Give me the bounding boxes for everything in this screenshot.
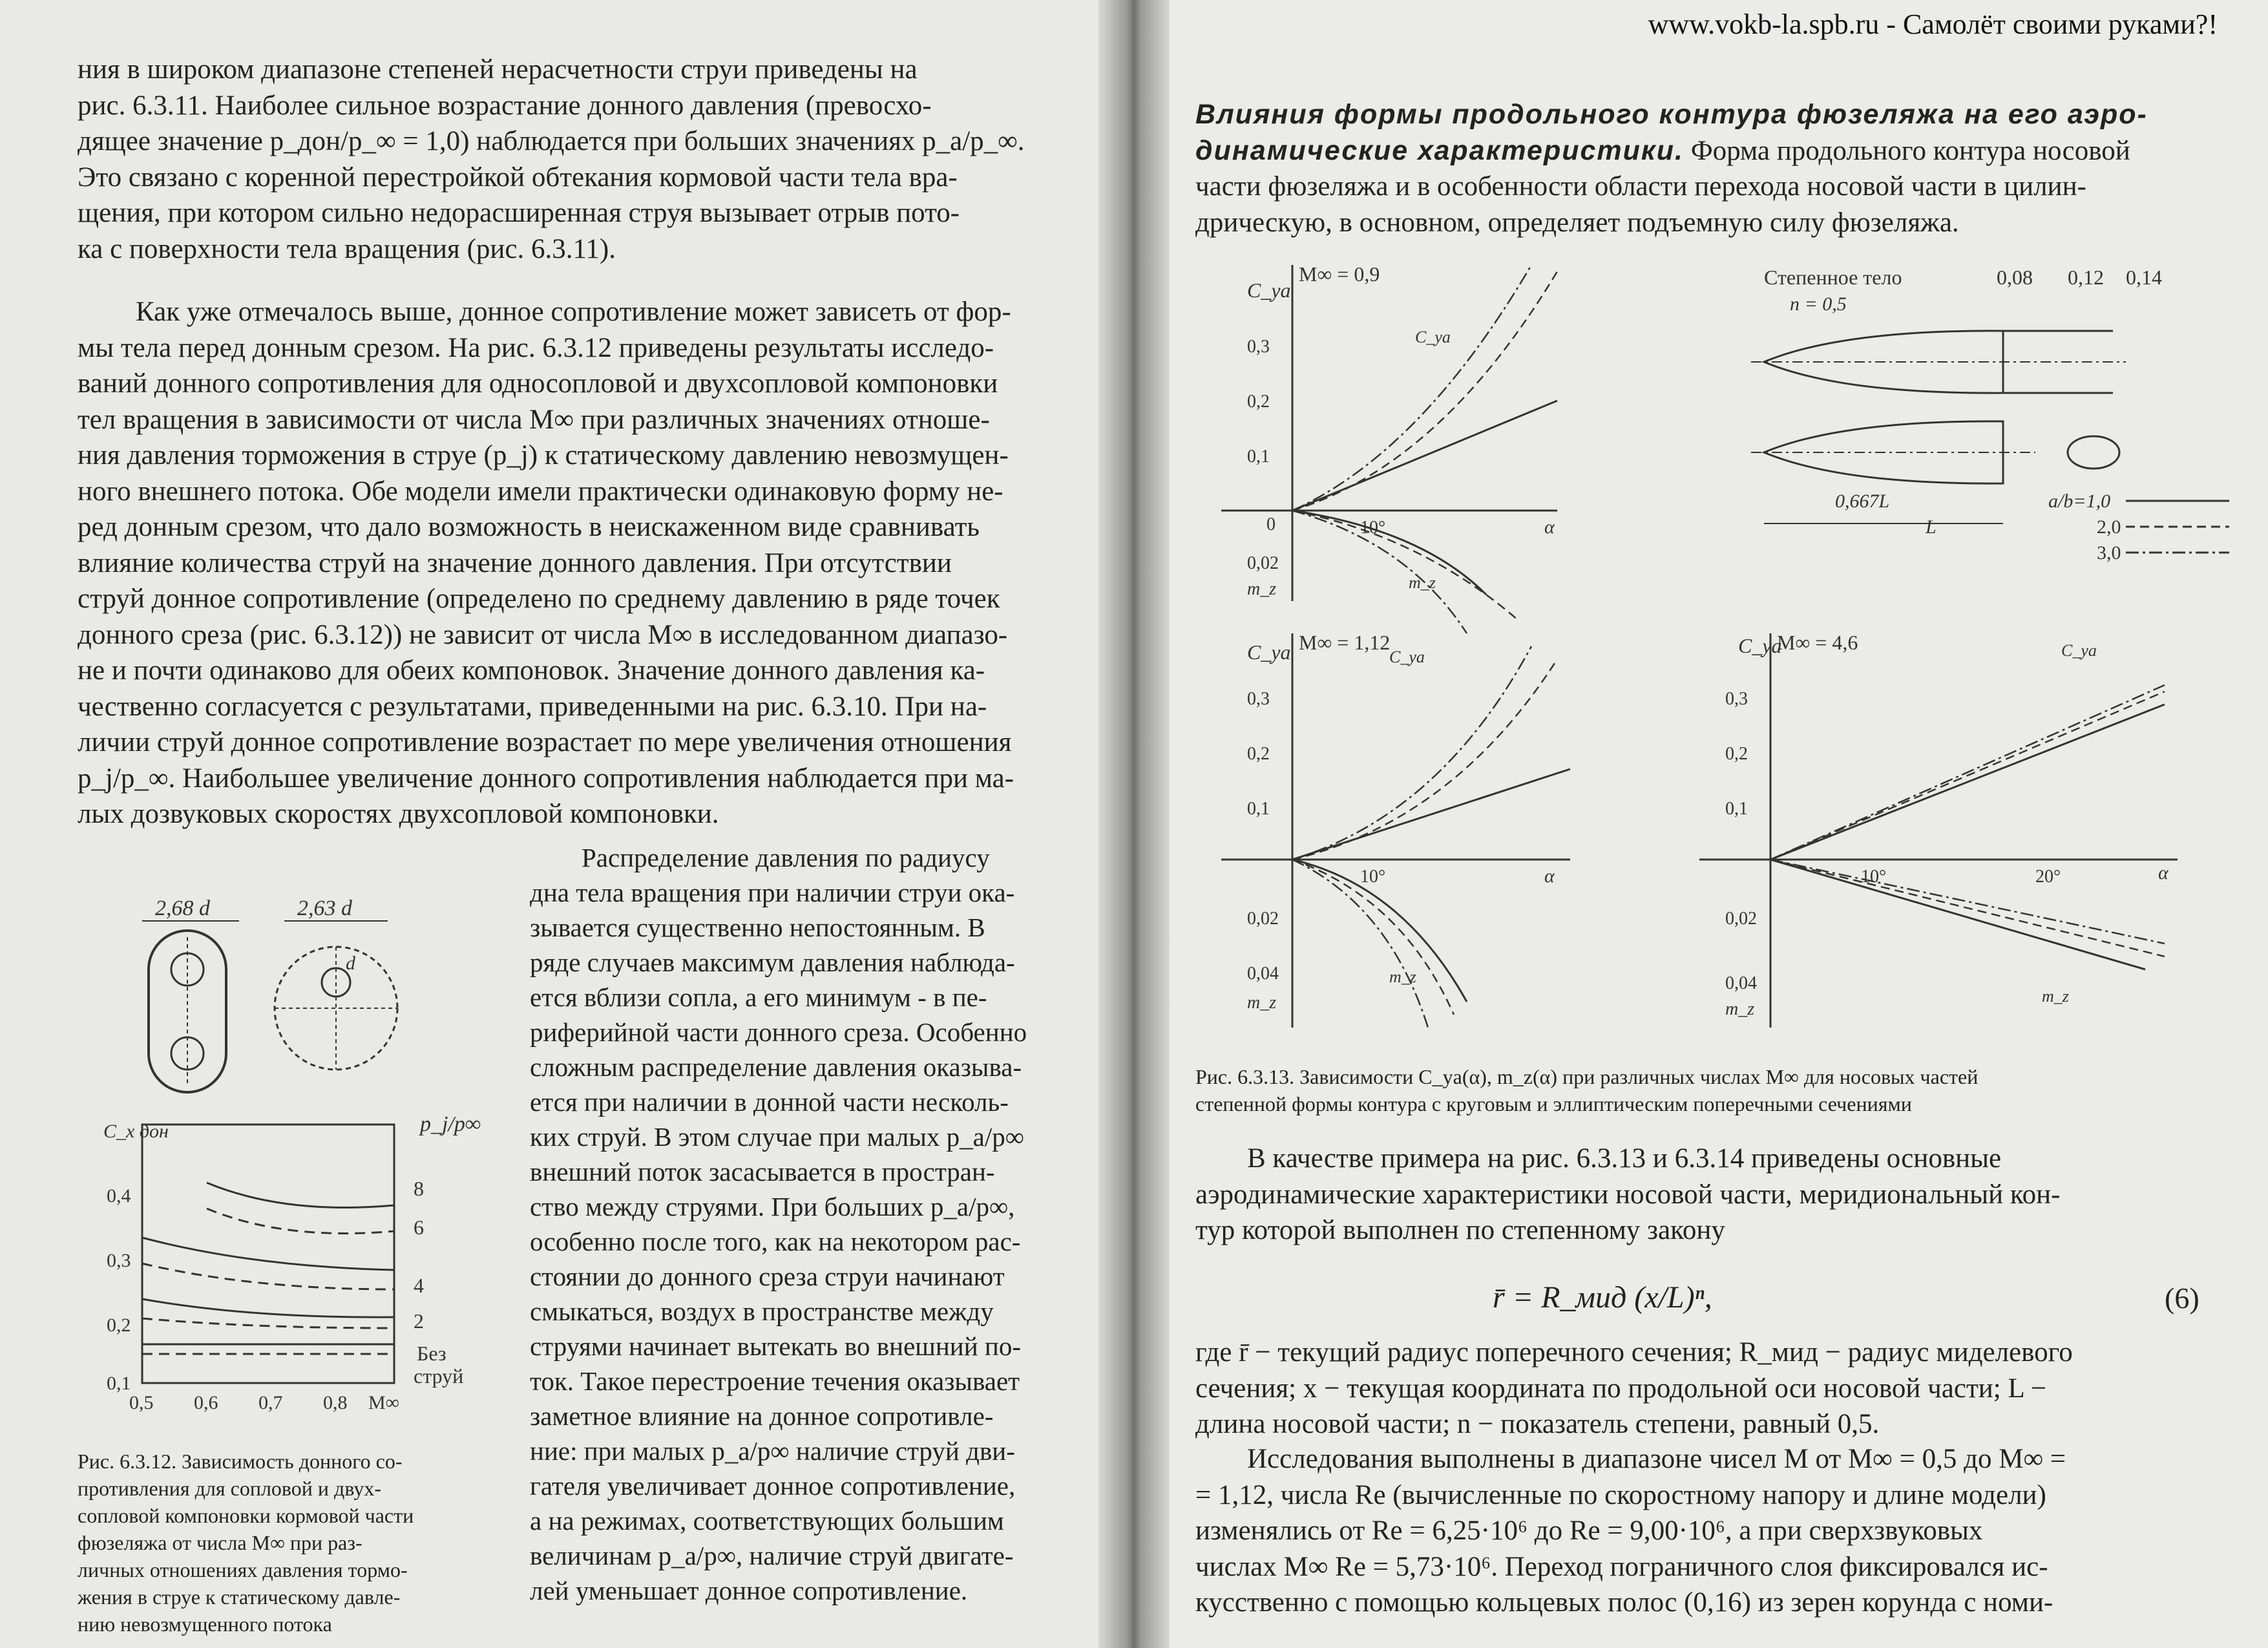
svg-text:M∞ = 4,6: M∞ = 4,6: [1777, 631, 1858, 654]
svg-text:m_z: m_z: [2042, 987, 2069, 1006]
svg-text:0,02: 0,02: [1247, 909, 1279, 929]
svg-text:m_z: m_z: [1409, 573, 1436, 592]
header-url[interactable]: www.vokb-la.spb.ru - Самолёт своими руками?!: [1648, 8, 2218, 40]
svg-text:M∞ = 0,9: M∞ = 0,9: [1299, 262, 1380, 286]
right-para-3: Исследования выполнены в диапазоне чисел M от M∞ = 0,5 до M∞ = = 1,12, числа Re (вычисленные по скоростному напору и длине модели) изменялись от Re = 6,25·10⁶ до Re = 9,00·10⁶, а при сверхзвуковых числах M∞ Re = 5,73·10⁶. Переход пограничного слоя фиксировался ис- кусственно с помощью кольцевых полос (0,16) из зерен корунда с номи-: [1195, 1444, 2066, 1618]
svg-text:C_ya: C_ya: [1247, 279, 1291, 302]
svg-text:0,02: 0,02: [1725, 909, 1757, 929]
fig12-ytick: 0,4: [107, 1185, 131, 1207]
fig12-level: Без: [417, 1342, 446, 1365]
fig12-dim2: 2,63 d: [297, 896, 352, 920]
fig12-xtick: 0,6: [194, 1392, 218, 1413]
svg-text:α: α: [1544, 865, 1555, 887]
svg-text:C_ya: C_ya: [1247, 640, 1291, 664]
left-page: [0, 0, 1131, 1648]
fig12-level: 4: [414, 1274, 424, 1297]
svg-text:2,0: 2,0: [2097, 516, 2121, 538]
svg-text:a/b=1,0: a/b=1,0: [2048, 491, 2111, 512]
svg-text:0,04: 0,04: [1725, 973, 1757, 993]
svg-text:M∞ = 1,12: M∞ = 1,12: [1299, 631, 1391, 654]
fig12-level: струй: [414, 1364, 464, 1388]
svg-text:0: 0: [1266, 514, 1276, 534]
fig12-right-label: p_j/p∞: [420, 1112, 481, 1136]
fig12-chart: [90, 1112, 504, 1422]
fig12-level: 8: [414, 1177, 424, 1200]
svg-text:0,3: 0,3: [1247, 689, 1270, 709]
section-heading: Влияния формы продольного контура фюзеляжа на его аэро-: [1195, 99, 2148, 130]
fig13-legend: [2048, 491, 2229, 564]
svg-text:C_ya: C_ya: [2061, 641, 2097, 660]
fig12-xtick: 0,8: [323, 1392, 348, 1413]
svg-text:C_ya: C_ya: [1389, 648, 1425, 666]
fig13: [1195, 259, 2242, 1066]
svg-text:0,2: 0,2: [1247, 744, 1270, 764]
svg-text:0,02: 0,02: [1247, 553, 1279, 573]
fig12-xtick: 0,7: [258, 1392, 283, 1413]
svg-text:α: α: [1544, 516, 1555, 538]
svg-text:0,12: 0,12: [2068, 266, 2104, 289]
formula: r̄ = R_мид (x/L)ⁿ,: [1493, 1280, 1712, 1315]
fig12-xlabel: M∞: [368, 1392, 400, 1413]
right-para-2: где r̄ − текущий радиус поперечного сечения; R_мид − радиус миделевого сечения; x − текущая координата по продольной оси носовой части; L − длина носовой части; n − показатель степени, равный 0,5.: [1195, 1337, 2073, 1439]
svg-text:10°: 10°: [1360, 518, 1386, 538]
fig12-dim1: 2,68 d: [155, 896, 210, 920]
svg-text:0,08: 0,08: [1997, 266, 2033, 289]
left-para-1: ния в широком диапазоне степеней нерасчетности струи приведены на рис. 6.3.11. Наиболее сильное возрастание донного давления (превосхо- дящее значение p_дон/p_∞ = 1,0) наблюдается при больших значениях p_a/p_∞. Это связано с коренной перестройкой обтекания кормовой части тела вра- щения, при котором сильно недорасширенная струя вызывает отрыв пото- ка с поверхности тела вращения (рис. 6.3.11).: [78, 54, 1025, 264]
fig13-panel3: [1699, 631, 2178, 1028]
section-heading-2: динамические характеристики.: [1195, 134, 1684, 166]
fig12-ytick: 0,2: [107, 1315, 131, 1336]
svg-text:0,1: 0,1: [1247, 447, 1270, 467]
svg-text:C_ya: C_ya: [1738, 634, 1782, 657]
svg-text:n = 0,5: n = 0,5: [1790, 293, 1847, 315]
svg-text:0,2: 0,2: [1247, 392, 1270, 412]
fig13-panel2: [1221, 631, 1570, 1028]
fig12-nozzle-schematics: [129, 892, 414, 1105]
book-gutter: [1098, 0, 1170, 1648]
fig12-ylabel: C_x дон: [103, 1121, 169, 1142]
equation-number: (6): [2165, 1282, 2200, 1315]
right-page: [1131, 0, 2268, 1648]
fig12-level: 2: [414, 1309, 424, 1333]
right-para-1: В качестве примера на рис. 6.3.13 и 6.3.14 приведены основные аэродинамические характеристики носовой части, меридиональный кон- тур которой выполнен по степенному закону: [1195, 1143, 2061, 1245]
svg-text:Степенное тело: Степенное тело: [1764, 266, 1902, 289]
fig12-xtick: 0,5: [129, 1392, 154, 1413]
fig12-dim-d: d: [346, 953, 355, 974]
svg-text:m_z: m_z: [1725, 999, 1755, 1019]
svg-text:10°: 10°: [1861, 867, 1887, 887]
svg-text:0,14: 0,14: [2126, 266, 2162, 289]
fig12-ytick: 0,1: [107, 1373, 131, 1394]
fig12-caption: Рис. 6.3.12. Зависимость донного со- противления для сопловой и двух- сопловой компоновки кормовой части фюзеляжа от числа M∞ при раз- личных отношениях давления тормо- жения в струе к статическому давле- нию невозмущенного потока: [78, 1450, 414, 1636]
svg-text:0,667L: 0,667L: [1835, 491, 1890, 512]
svg-text:0,1: 0,1: [1247, 799, 1270, 819]
fig12-ytick: 0,3: [107, 1250, 131, 1271]
svg-text:m_z: m_z: [1389, 967, 1416, 986]
svg-text:C_ya: C_ya: [1415, 328, 1451, 346]
svg-text:m_z: m_z: [1247, 579, 1277, 599]
svg-text:m_z: m_z: [1247, 993, 1277, 1013]
svg-text:20°: 20°: [2035, 867, 2061, 887]
svg-text:L: L: [1926, 516, 1937, 538]
left-para-2: Как уже отмечалось выше, донное сопротивление может зависеть от фор- мы тела перед донным срезом. На рис. 6.3.12 приведены результаты исследо- ваний донного сопротивления для односопловой и двухсопловой компоновки тел вращения в зависимости от числа M∞ при различных значениях отноше- ния давления торможения в струе (p_j) к статическому давлению невозмущен- ного внешнего потока. Обе модели имели практически одинаковую форму не- ред донным срезом, что дало возможность в неискаженном виде сравнивать влияние количества струй на значение донного давления. При отсутствии струй донное сопротивление (определено по среднему давлению в ряде точек донного среза (рис. 6.3.12)) не зависит от числа M∞ в исследованном диапазо- не и почти одинаково для обеих компоновок. Значение донного давления ка- чественно согласуется с результатами, приведенными на рис. 6.3.10. При на- личии струй донное сопротивление возрастает по мере увеличения отношения p_j/p_∞. Наибольшее увеличение донного сопротивления наблюдается при ма- лых дозвуковых скоростях двухсопловой компоновки.: [78, 297, 1014, 829]
svg-text:3,0: 3,0: [2097, 542, 2121, 564]
svg-text:0,1: 0,1: [1725, 799, 1748, 819]
svg-text:0,3: 0,3: [1725, 689, 1748, 709]
fig12-level: 6: [414, 1216, 424, 1239]
left-para-3: Распределение давления по радиусу дна тела вращения при наличии струи ока- зывается существенно непостоянным. В ряде случаев максимум давления наблюда- ется вблизи сопла, а его минимум - в пе- риферийной части донного среза. Особенно сложным распределение давления оказыва- ется при наличии в донной части несколь- ких струй. В этом случае при малых p_a/p∞ внешний поток засасывается в простран- ство между струями. При больших p_a/p∞, особенно после того, как на некотором рас- стоянии до донного среза струи начинают смыкаться, воздух в пространстве между струями начинает вытекать во внешний по- ток. Такое перестроение течения оказывает заметное влияние на донное сопротивле- ние: при малых p_a/p∞ наличие струй дви- гателя увеличивает донное сопротивление, а на режимах, соответствующих большим величинам p_a/p∞, наличие струй двигате- лей уменьшает донное сопротивление.: [530, 843, 1027, 1605]
svg-text:0,2: 0,2: [1725, 744, 1748, 764]
svg-text:α: α: [2158, 862, 2168, 883]
right-intro: Влияния формы продольного контура фюзеляжа на его аэро- динамические характеристики. Форма продольного контура носовой части фюзеляжа и в особенности области перехода носовой части в цилин- дрическую, в основном, определяет подъемную силу фюзеляжа.: [1195, 99, 2148, 238]
fig13-panel1: [1221, 262, 1557, 633]
svg-text:10°: 10°: [1360, 867, 1386, 887]
svg-text:0,04: 0,04: [1247, 964, 1279, 984]
svg-text:0,3: 0,3: [1247, 337, 1270, 357]
fig13-caption: Рис. 6.3.13. Зависимости C_ya(α), m_z(α) при различных числах M∞ для носовых частей степенной формы контура с круговым и эллиптическим поперечными сечениями: [1195, 1065, 1979, 1115]
